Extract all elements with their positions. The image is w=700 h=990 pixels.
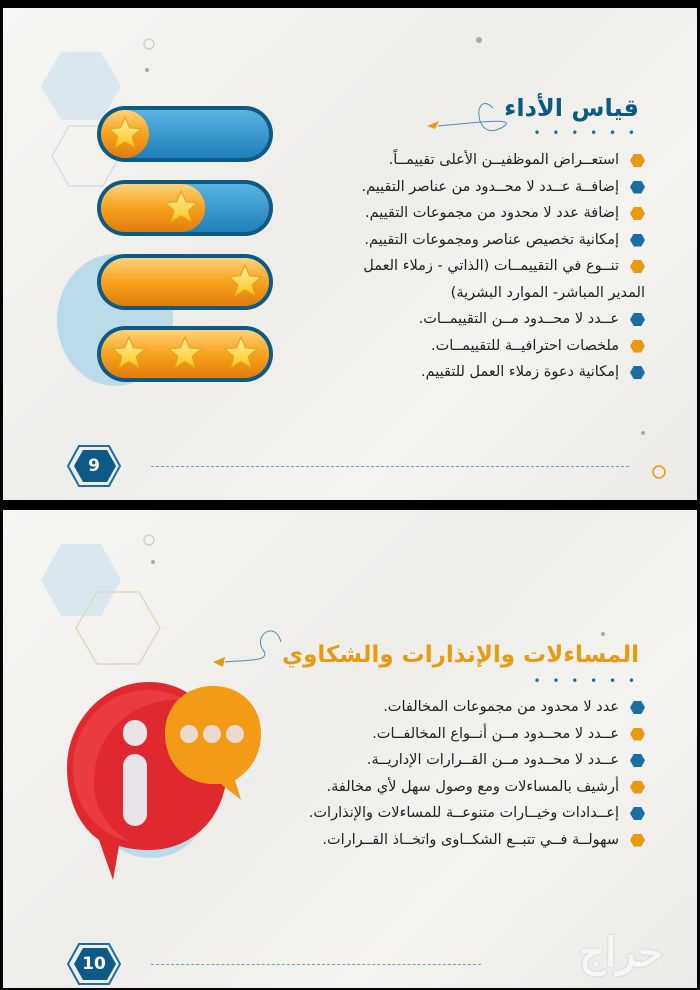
list-item bbox=[309, 694, 645, 721]
hexagon-bullet-icon bbox=[630, 366, 645, 379]
list-item-text: المدير المباشر- الموارد البشرية) bbox=[450, 284, 645, 301]
footer-line bbox=[151, 466, 629, 467]
list-item-text: عــدد لا محــدود مــن القــرارات الإداريــة. bbox=[366, 752, 619, 768]
footer-line bbox=[151, 964, 481, 965]
page-number: 10 bbox=[82, 954, 106, 974]
hexagon-bullet-icon bbox=[630, 728, 645, 741]
slide-title: المساءلات والإنذارات والشكاوي bbox=[282, 642, 639, 668]
slide-performance bbox=[3, 8, 697, 500]
list-item bbox=[361, 147, 645, 174]
list-item bbox=[361, 200, 645, 227]
list-item bbox=[361, 227, 645, 254]
list-item-text: إضافة عدد لا محدود من مجموعات التقييم. bbox=[365, 205, 619, 221]
list-item bbox=[361, 359, 645, 386]
list-item bbox=[361, 333, 645, 360]
hexagon-bullet-icon bbox=[630, 781, 645, 794]
list-item-text: استعــراض الموظفيــن الأعلى تقييمــاً. bbox=[388, 152, 619, 168]
list-item-text: إمكانية تخصيص عناصر ومجموعات التقييم. bbox=[364, 231, 619, 248]
hexagon-bullet-icon bbox=[630, 754, 645, 767]
hexagon-bullet-icon bbox=[630, 340, 645, 353]
feature-list bbox=[361, 147, 645, 386]
hexagon-bullet-icon bbox=[630, 260, 645, 273]
list-item-text: عدد لا محدود من مجموعات المخالفات. bbox=[383, 699, 619, 715]
hexagon-bullet-icon bbox=[630, 807, 645, 820]
list-item bbox=[361, 253, 645, 280]
list-item bbox=[309, 747, 645, 774]
slide-title: قياس الأداء bbox=[504, 94, 639, 122]
list-item bbox=[309, 800, 645, 827]
title-dots: • • • • • • bbox=[533, 674, 639, 688]
page-number-badge bbox=[67, 444, 121, 488]
list-item bbox=[361, 280, 645, 307]
hexagon-bullet-icon bbox=[630, 234, 645, 247]
rating-bars-illustration bbox=[3, 8, 303, 408]
hexagon-bullet-icon bbox=[630, 313, 645, 326]
hexagon-bullet-icon bbox=[630, 834, 645, 847]
title-dots: • • • • • • bbox=[533, 126, 639, 140]
hexagon-bullet-icon bbox=[630, 154, 645, 167]
list-item-text: عــدد لا محــدود مــن التقييمــات. bbox=[418, 311, 619, 327]
slide-accountability bbox=[3, 510, 697, 988]
list-item-text: إضافــة عــدد لا محــدود من عناصر التقييم. bbox=[361, 178, 619, 195]
list-item bbox=[309, 721, 645, 748]
page-number: 9 bbox=[88, 456, 100, 476]
list-item bbox=[361, 174, 645, 201]
hexagon-bullet-icon bbox=[630, 207, 645, 220]
hexagon-bullet-icon bbox=[630, 181, 645, 194]
list-item-text: أرشيف بالمساءلات ومع وصول سهل لأي مخالفة. bbox=[326, 778, 619, 795]
watermark: حراج bbox=[579, 929, 663, 976]
page-number-badge bbox=[67, 942, 121, 986]
list-item-text: سهولــة فــي تتبــع الشكــاوى واتخــاذ القــرارات. bbox=[322, 831, 619, 848]
list-item-text: تنــوع في التقييمــات (الذاتي - زملاء العمل bbox=[363, 258, 619, 274]
list-item bbox=[309, 774, 645, 801]
list-item-text: إمكانية دعوة زملاء العمل للتقييم. bbox=[420, 364, 619, 380]
list-item-text: إعــدادات وخيــارات متنوعــة للمساءلات والإنذارات. bbox=[308, 805, 619, 821]
hexagon-bullet-icon bbox=[630, 701, 645, 714]
feature-list bbox=[309, 694, 645, 853]
list-item-text: عــدد لا محــدود مــن أنــواع المخالفــات. bbox=[372, 725, 619, 742]
list-item bbox=[361, 306, 645, 333]
list-item-text: ملخصات احترافيــة للتقييمــات. bbox=[431, 337, 619, 354]
list-item bbox=[309, 827, 645, 854]
